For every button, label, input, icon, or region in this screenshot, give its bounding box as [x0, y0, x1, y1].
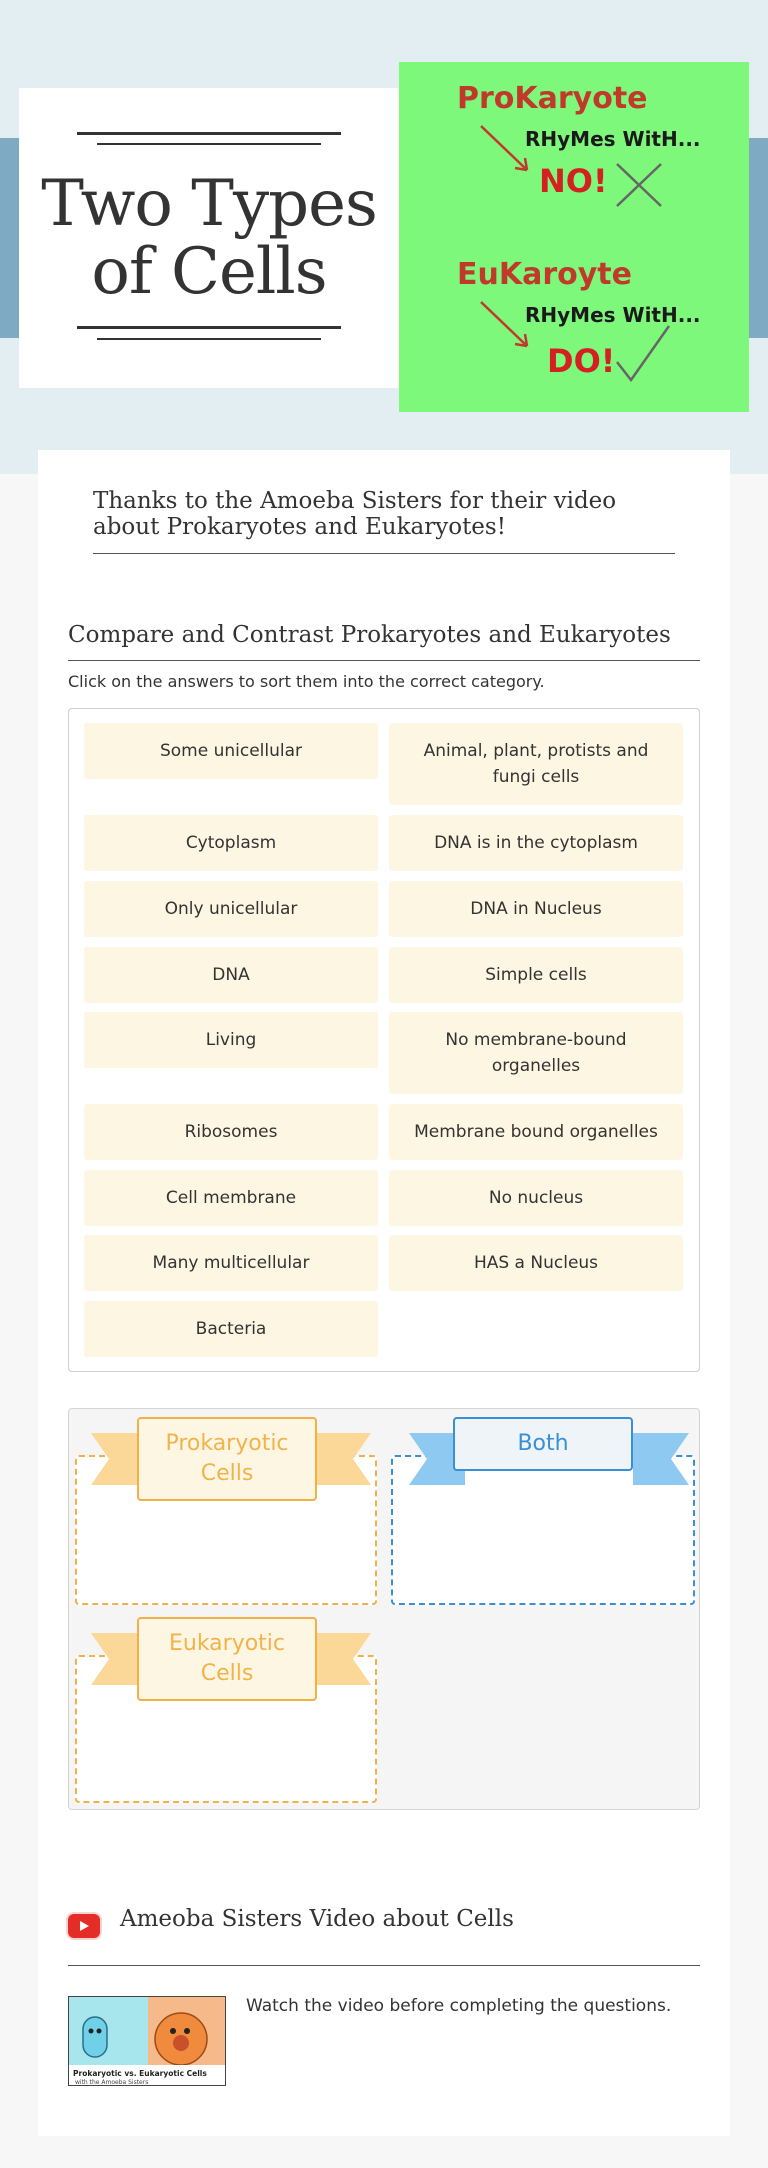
activity-rule: [68, 660, 700, 661]
page-title-line1: Two Types: [41, 167, 377, 241]
rhyme-illustration: [399, 62, 749, 412]
video-thumbnail[interactable]: [68, 1996, 226, 2086]
eukaryotic-label-text: Eukaryotic Cells: [137, 1617, 317, 1701]
answer-tile[interactable]: Only unicellular: [84, 881, 378, 937]
main-content: [38, 450, 730, 2136]
title-card: [19, 88, 399, 388]
youtube-icon: [68, 1914, 100, 1938]
both-label-text: Both: [453, 1417, 633, 1471]
x-mark-icon: [617, 164, 661, 206]
answer-tile[interactable]: No nucleus: [389, 1170, 683, 1226]
intro-rule: [93, 553, 675, 554]
rhyme-line4: EuKaroyte: [457, 257, 632, 292]
answer-tile[interactable]: Bacteria: [84, 1301, 378, 1357]
rhyme-line5: RHyMes WitH...: [525, 303, 701, 327]
rhyme-image: [399, 62, 749, 412]
answer-tile[interactable]: Ribosomes: [84, 1104, 378, 1160]
answer-tile[interactable]: Animal, plant, protists and fungi cells: [389, 723, 683, 805]
answer-tile[interactable]: Cytoplasm: [84, 815, 378, 871]
answer-tile[interactable]: Living: [84, 1012, 378, 1068]
title-rule-top: [77, 132, 341, 135]
answer-tile[interactable]: HAS a Nucleus: [389, 1235, 683, 1291]
rhyme-line3: NO!: [539, 162, 608, 200]
rhyme-line1: ProKaryote: [457, 81, 648, 116]
answer-tile[interactable]: Simple cells: [389, 947, 683, 1003]
answer-tile[interactable]: Membrane bound organelles: [389, 1104, 683, 1160]
video-description: Watch the video before completing the questions.: [246, 1996, 672, 2016]
page-title: [19, 167, 399, 309]
answer-tile[interactable]: Some unicellular: [84, 723, 378, 779]
answer-tile[interactable]: DNA: [84, 947, 378, 1003]
answer-tile[interactable]: No membrane-bound organelles: [389, 1012, 683, 1094]
video-thumbnail-image: [69, 1997, 226, 2086]
video-rule: [68, 1965, 700, 1966]
rhyme-line2: RHyMes WitH...: [525, 127, 701, 151]
prokaryotic-label: [137, 1417, 317, 1503]
answer-tile[interactable]: DNA in Nucleus: [389, 881, 683, 937]
rhyme-line6: DO!: [547, 342, 616, 380]
page-title-line2: of Cells: [91, 235, 327, 309]
eukaryotic-label: [137, 1617, 317, 1703]
activity-title: Compare and Contrast Prokaryotes and Eukaryotes: [68, 622, 671, 648]
both-label: [453, 1417, 633, 1473]
intro-text: Thanks to the Amoeba Sisters for their video about Prokaryotes and Eukaryotes!: [93, 488, 617, 540]
title-rule-bottom-thin: [97, 338, 321, 340]
answer-tile[interactable]: Cell membrane: [84, 1170, 378, 1226]
hero-section: [0, 0, 768, 474]
thumbnail-title: Prokaryotic vs. Eukaryotic Cells: [73, 2069, 207, 2078]
check-mark-icon: [617, 326, 669, 380]
title-rule-bottom: [77, 326, 341, 329]
thumbnail-subtitle: with the Amoeba Sisters: [75, 2079, 149, 2086]
answer-bank: [68, 708, 700, 1372]
video-title: Ameoba Sisters Video about Cells: [120, 1906, 514, 1932]
title-rule-top-thin: [97, 143, 321, 145]
answer-tile[interactable]: DNA is in the cytoplasm: [389, 815, 683, 871]
activity-instructions: Click on the answers to sort them into the correct category.: [68, 672, 545, 691]
answer-tile[interactable]: Many multicellular: [84, 1235, 378, 1291]
sort-area: [68, 1408, 700, 1810]
prokaryotic-label-text: Prokaryotic Cells: [137, 1417, 317, 1501]
